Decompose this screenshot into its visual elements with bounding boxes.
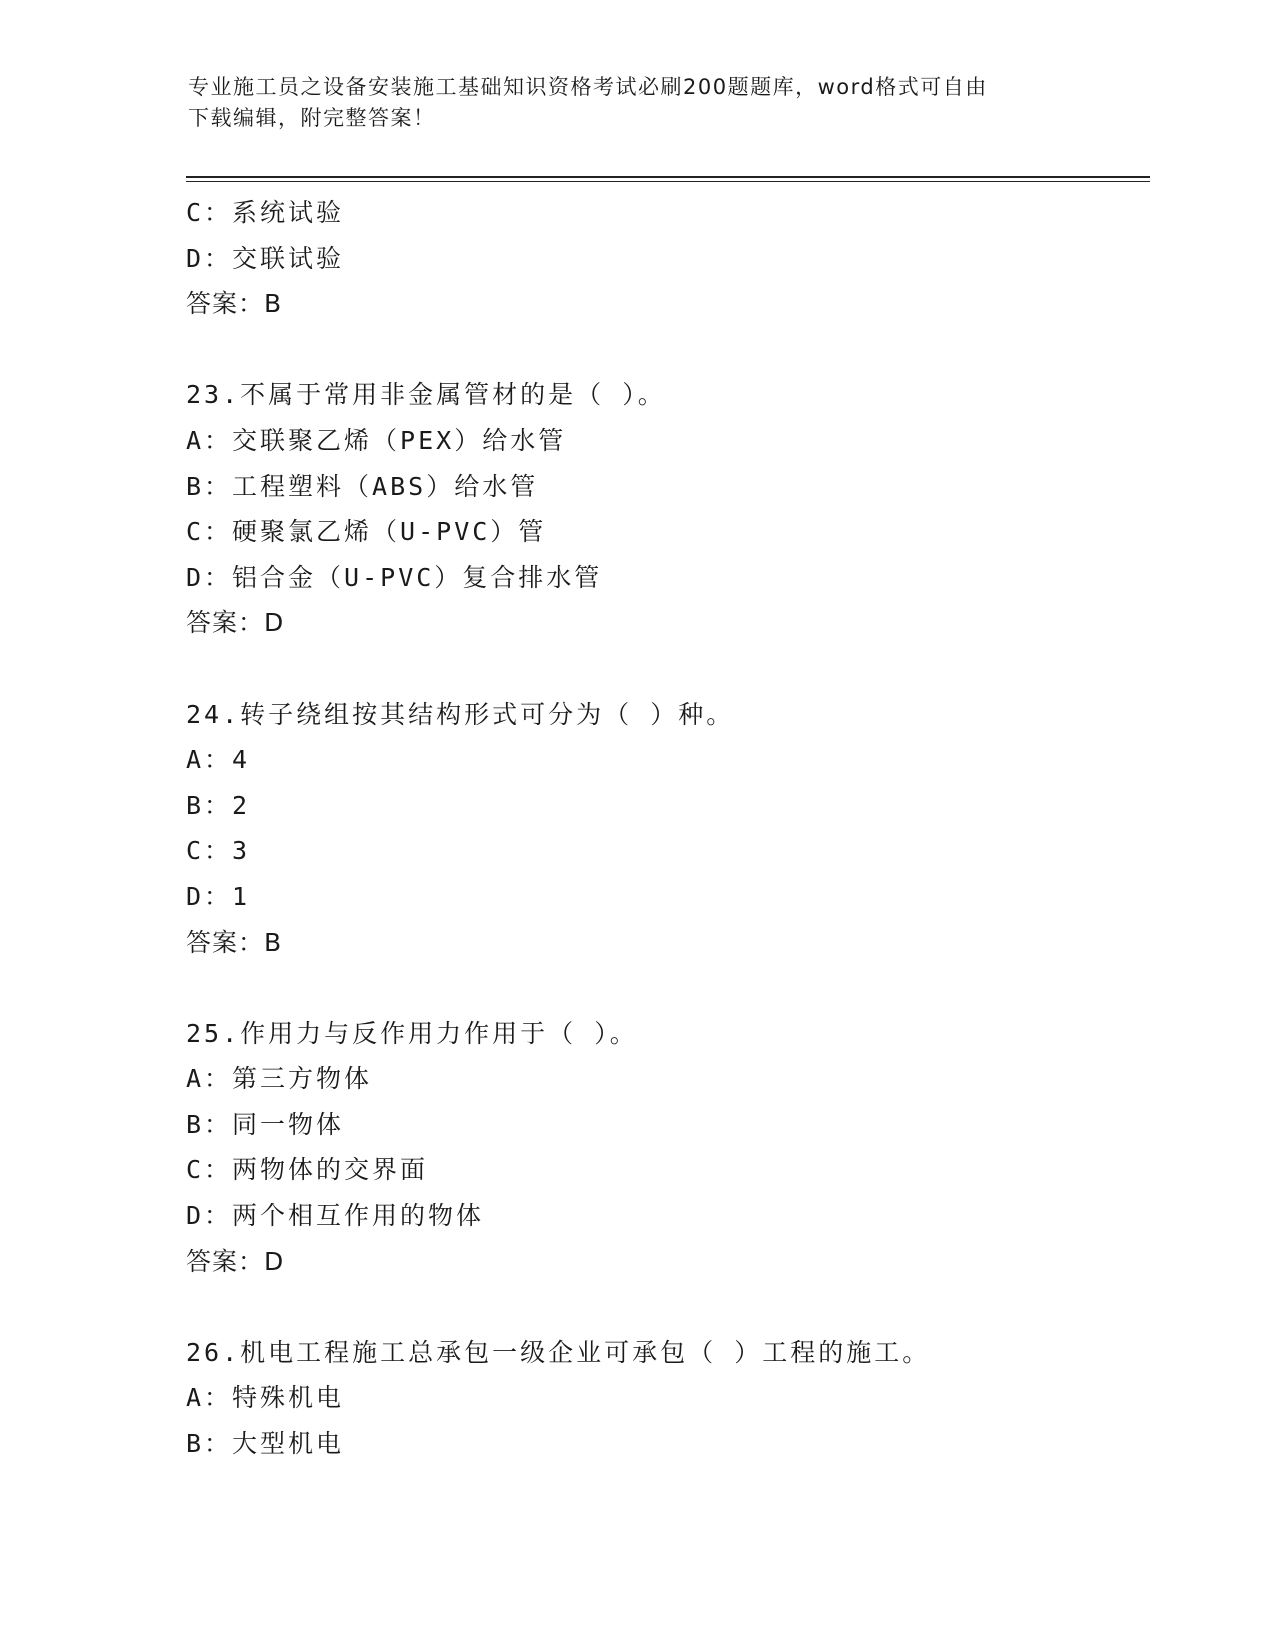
question-stem-25: 25.作用力与反作用力作用于（ ）。: [186, 1018, 638, 1048]
answer-line: 答案：B: [186, 289, 283, 319]
option-b: B：大型机电: [186, 1429, 345, 1459]
document-header: [188, 72, 1088, 134]
option-c: C：硬聚氯乙烯（U-PVC）管: [186, 517, 547, 547]
option-a: A：4: [186, 745, 251, 775]
header-rule-thick: [186, 176, 1150, 178]
header-rule-thin: [186, 181, 1150, 182]
option-a: A：特殊机电: [186, 1383, 345, 1413]
header-line-2: 下载编辑，附完整答案！: [188, 106, 436, 130]
option-c: C：3: [186, 836, 251, 866]
option-d: D：1: [186, 881, 251, 911]
question-list: [186, 190, 1146, 1467]
answer-line: 答案：D: [186, 608, 285, 638]
option-a: A：第三方物体: [186, 1064, 373, 1094]
option-b: B：同一物体: [186, 1109, 345, 1139]
question-stem-24: 24.转子绕组按其结构形式可分为（ ）种。: [186, 699, 735, 729]
option-a: A：交联聚乙烯（PEX）给水管: [186, 425, 567, 455]
option-b: B：工程塑料（ABS）给水管: [186, 471, 539, 501]
question-stem-26: 26.机电工程施工总承包一级企业可承包（ ）工程的施工。: [186, 1337, 931, 1367]
answer-line: 答案：B: [186, 927, 283, 957]
option-d: D：交联试验: [186, 243, 345, 273]
option-d: D：铝合金（U-PVC）复合排水管: [186, 562, 603, 592]
option-c: C：系统试验: [186, 198, 345, 227]
option-d: D：两个相互作用的物体: [186, 1201, 485, 1231]
question-stem-23: 23.不属于常用非金属管材的是（ ）。: [186, 380, 666, 410]
header-line-1: 专业施工员之设备安装施工基础知识资格考试必刷200题题库，word格式可自由: [188, 75, 988, 99]
option-b: B：2: [186, 790, 251, 820]
answer-line: 答案：D: [186, 1246, 285, 1276]
option-c: C：两物体的交界面: [186, 1155, 429, 1185]
